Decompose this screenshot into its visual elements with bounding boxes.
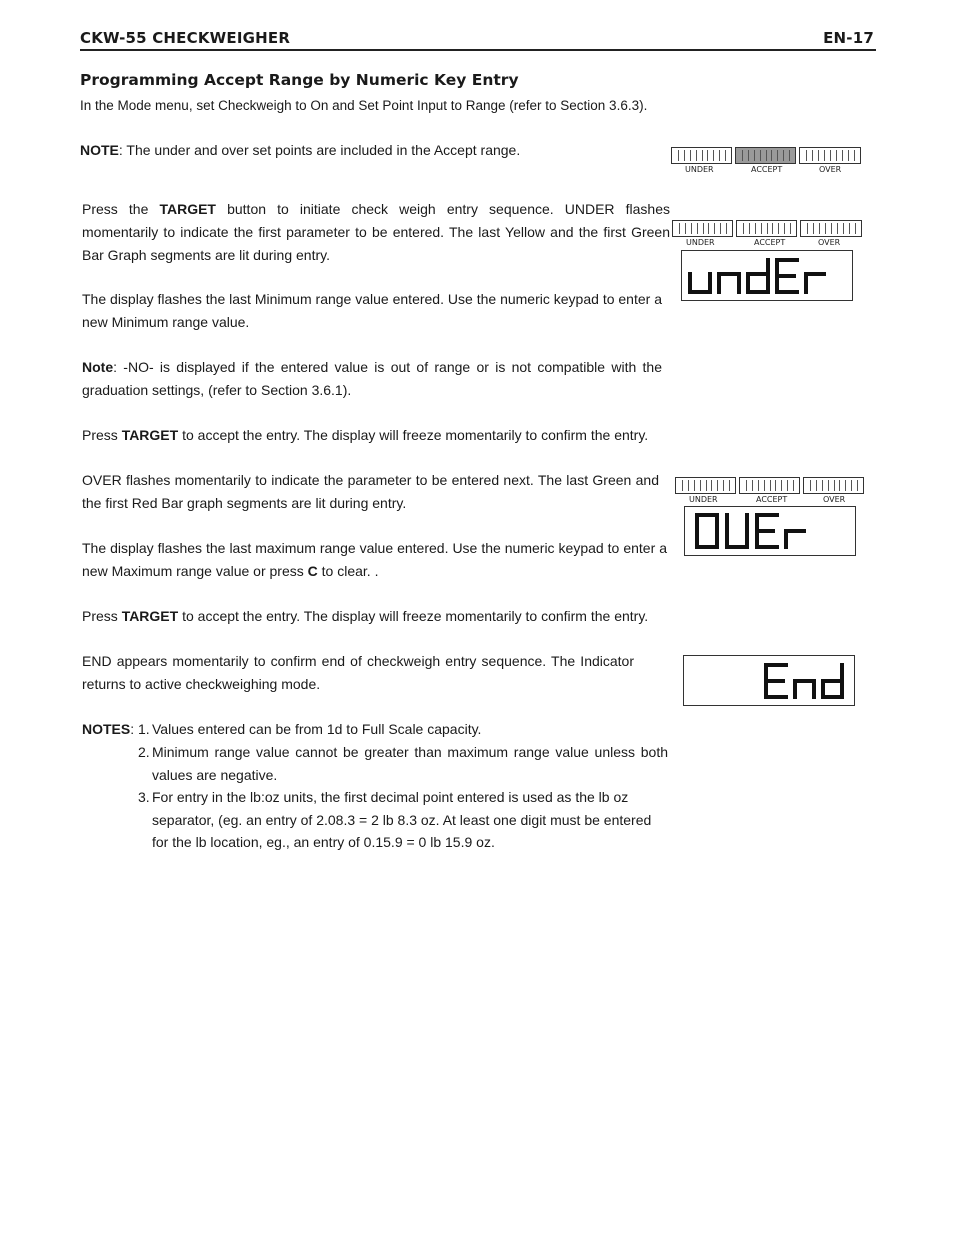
note-item-text: Minimum range value cannot be greater than maximum range value unless both values are negative. (152, 744, 668, 783)
bar-over-segment (803, 477, 864, 494)
bar-segment-divider (789, 150, 795, 161)
bargraph-under-entry (672, 220, 864, 250)
bar-segment-divider (790, 223, 796, 234)
bar-segment-divider (726, 223, 732, 234)
lcd-display-end (683, 655, 855, 706)
note-accept-range (80, 139, 640, 162)
step-over-flashes: OVER flashes momentarily to indicate the parameter to be entered next. The last Green and the first Red Bar graph segments are lit during entry. (82, 472, 659, 511)
bargraph-over-entry (675, 477, 865, 507)
note-no-display (82, 356, 662, 402)
notes-item-3 (138, 786, 653, 854)
note-text: : The under and over set points are included in the Accept range. (118, 142, 521, 158)
step-accept-entry (82, 424, 682, 447)
note-label: NOTE (80, 142, 119, 158)
label-under: UNDER (685, 165, 714, 174)
step-minimum-value: The display flashes the last Minimum range value entered. Use the numeric keypad to enter a new Minimum range value. (82, 291, 662, 330)
label-under: UNDER (689, 495, 718, 504)
running-header-title: CKW-55 CHECKWEIGHER (80, 29, 291, 47)
bar-accept-segment (739, 477, 800, 494)
section-title: Programming Accept Range by Numeric Key Entry (80, 71, 519, 89)
label-over: OVER (819, 165, 842, 174)
bar-segment-divider (854, 150, 860, 161)
key-target: TARGET (159, 201, 216, 217)
bar-under-segment (671, 147, 732, 164)
lcd-end-readout (684, 656, 854, 705)
bar-segment-divider (855, 223, 861, 234)
bar-segment-divider (793, 480, 799, 491)
note-item-text: For entry in the lb:oz units, the first decimal point entered is used as the lb oz separator, (eg. an entry of 2.08.3 = 2 lb 8.3 oz. At least one digit must be entered for the lb location, eg., an entry of 0.15.9 = 0 lb 15.9 oz. (152, 789, 652, 850)
step-text: Press (82, 427, 122, 443)
notes-item-1 (138, 718, 668, 741)
bar-over-segment (799, 147, 861, 164)
notes-label-text: NOTES (82, 721, 131, 737)
note-item-text: Values entered can be from 1d to Full Scale capacity. (152, 721, 482, 737)
key-target: TARGET (121, 608, 179, 624)
note-number: 3. (138, 789, 150, 805)
label-under: UNDER (686, 238, 715, 247)
label-accept: ACCEPT (754, 238, 786, 247)
lcd-over-readout (685, 507, 855, 555)
step-text: to clear. . (317, 563, 379, 579)
label-accept: ACCEPT (751, 165, 783, 174)
bar-over-segment (800, 220, 862, 237)
key-target: TARGET (121, 427, 179, 443)
step-text: to accept the entry. The display will freeze momentarily to confirm the entry. (178, 608, 649, 624)
note-number: 1. (138, 721, 150, 737)
label-over: OVER (818, 238, 841, 247)
intro-paragraph: In the Mode menu, set Checkweigh to On and Set Point Input to Range (refer to Section 3.6.3). (80, 98, 648, 113)
notes-label: NOTES: (82, 721, 135, 737)
key-c: C (307, 563, 318, 579)
step-text: Press (82, 608, 122, 624)
lcd-under-readout (682, 251, 852, 300)
bar-segment-divider (729, 480, 735, 491)
bargraph-accept (671, 147, 863, 177)
step-text: Press the (82, 201, 160, 217)
label-accept: ACCEPT (756, 495, 788, 504)
step-target-press (82, 198, 670, 267)
note-label: Note (82, 359, 114, 375)
step-maximum-value (82, 537, 667, 583)
bar-under-segment (675, 477, 736, 494)
page-number: EN-17 (823, 29, 874, 47)
step-text: to accept the entry. The display will freeze momentarily to confirm the entry. (178, 427, 649, 443)
bar-accept-segment (735, 147, 796, 164)
bar-under-segment (672, 220, 733, 237)
bar-accept-segment (736, 220, 797, 237)
step-text: button to initiate check weigh entry sequence. UNDER flashes momentarily to indicate the first parameter to be entered. The last Yellow and the first Green Bar Graph segments are lit during entry. (82, 201, 670, 263)
step-text: The display flashes the last maximum range value entered. Use the numeric keypad to enter a new Maximum range value or press (82, 540, 667, 579)
step-accept-entry-2 (82, 605, 682, 628)
label-over: OVER (823, 495, 846, 504)
bar-segment-divider (725, 150, 731, 161)
note-number: 2. (138, 744, 150, 760)
lcd-display-under (681, 250, 853, 301)
bar-segment-divider (857, 480, 863, 491)
header-rule (80, 49, 876, 51)
note-text: : -NO- is displayed if the entered value is out of range or is not compatible with the graduation settings, (refer to Section 3.6.1). (82, 359, 662, 398)
step-end: END appears momentarily to confirm end of checkweigh entry sequence. The Indicator returns to active checkweighing mode. (82, 653, 634, 692)
lcd-display-over (684, 506, 856, 556)
notes-item-2 (138, 741, 668, 786)
